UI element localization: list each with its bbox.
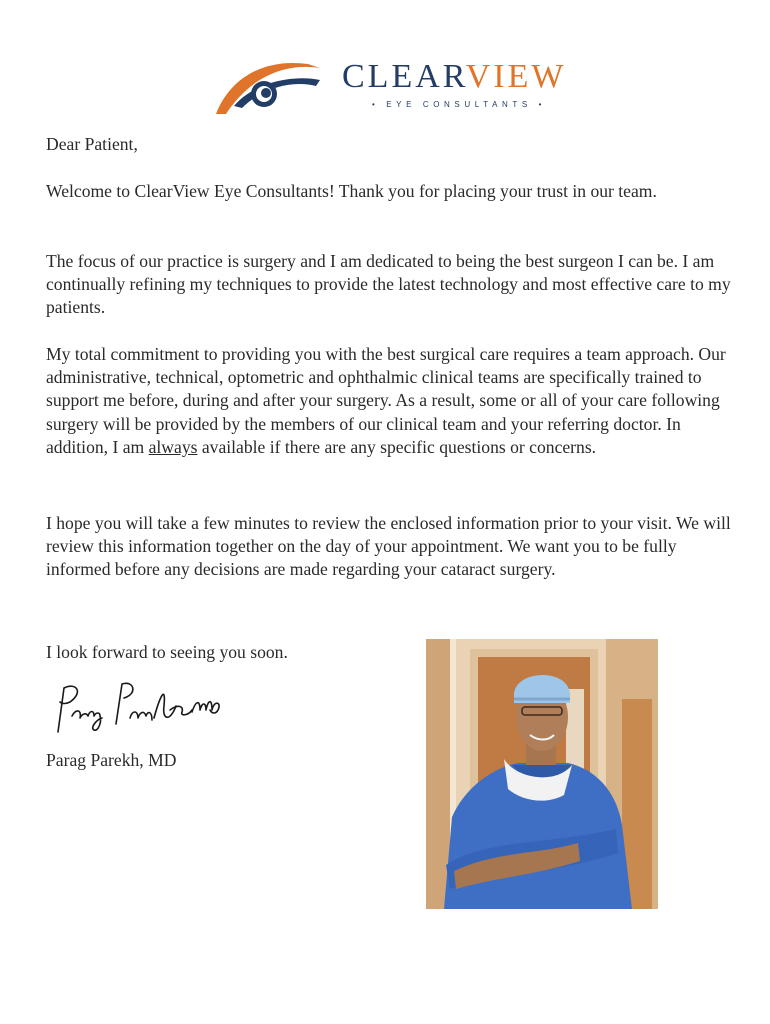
- eye-logo-icon: [212, 56, 324, 118]
- logo-wordmark-view: VIEW: [465, 58, 567, 95]
- logo-wordmark-clear: CLEAR: [342, 58, 466, 95]
- paragraph-commitment-text: My total commitment to providing you with the best surgical care requires a team approach. Our administrative, technical, optometric and ophthalmic clinical teams are specifically trained to support me before, during and after your surgery. As a result, some or all of your care following surgery will be provided by the members of our clinical team and your referring doctor. In addition, I am: [46, 344, 726, 457]
- emphasis-always: always: [148, 436, 198, 457]
- paragraph-review: I hope you will take a few minutes to review the enclosed information prior to your visit. We will review this information together on the day of your appointment. We want you to be fully informed before any decisions are made regarding your cataract surgery.: [46, 513, 731, 580]
- logo-tagline: • EYE CONSULTANTS •: [372, 100, 547, 109]
- paragraph-welcome: Welcome to ClearView Eye Consultants! Thank you for placing your trust in our team.: [46, 181, 657, 201]
- salutation: Dear Patient,: [46, 134, 138, 154]
- clearview-logo: [212, 56, 572, 118]
- paragraph-commitment-end: available if there are any specific questions or concerns.: [197, 436, 597, 457]
- closing-line: I look forward to seeing you soon.: [46, 642, 288, 662]
- surgeon-portrait-photo: [426, 639, 658, 909]
- signer-name: Parag Parekh, MD: [46, 750, 177, 770]
- handwritten-signature: [50, 676, 230, 740]
- logo-wordmark: [342, 58, 566, 96]
- paragraph-focus: The focus of our practice is surgery and I am dedicated to being the best surgeon I can be. I am continually refining my techniques to provide the latest technology and most effective care to my patients.: [46, 251, 731, 318]
- paragraph-commitment: [46, 343, 736, 459]
